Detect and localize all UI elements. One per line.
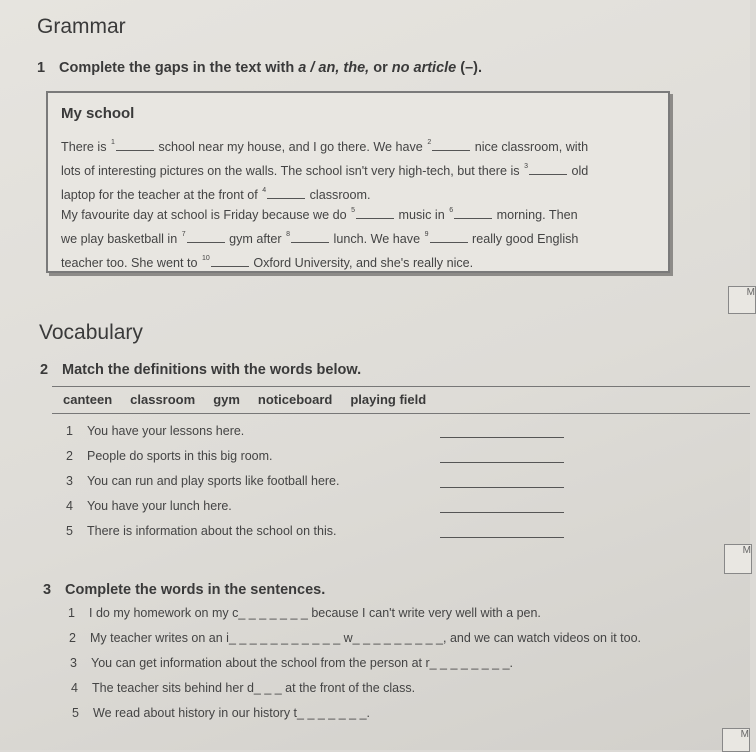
gap-number: 9 (424, 231, 429, 238)
answer-line[interactable] (440, 512, 564, 513)
word-list (63, 387, 444, 413)
item-number: 4 (66, 499, 73, 513)
text-segment: we play basketball in (61, 232, 181, 246)
instruction-text: Match the definitions with the words below. (62, 362, 362, 378)
paragraph-2 (61, 201, 661, 273)
sentence-text[interactable]: My teacher writes on an i_ _ _ _ _ _ _ _ _ _ _ w_ _ _ _ _ _ _ _ _, and we can watch videos on it too. (90, 631, 642, 645)
gap-number: 8 (286, 231, 291, 238)
definition-item (66, 499, 232, 513)
instruction-text: Complete the words in the sentences. (65, 582, 326, 598)
item-text: You have your lunch here. (87, 499, 232, 513)
side-tab (728, 286, 756, 314)
sentence-item (72, 706, 370, 720)
answer-gap[interactable] (454, 207, 492, 219)
text-segment: morning. Then (493, 208, 578, 222)
item-number: 2 (69, 631, 76, 645)
instruction-part: (–). (456, 60, 483, 76)
definition-item (66, 449, 273, 463)
answer-gap[interactable] (116, 139, 154, 151)
text-segment: Oxford University, and she's really nice. (249, 256, 474, 270)
definition-item (66, 474, 339, 488)
sentence-text[interactable]: I do my homework on my c_ _ _ _ _ _ _ because I can't write very well with a pen. (89, 606, 541, 620)
sentence-text[interactable]: You can get information about the school from the person at r_ _ _ _ _ _ _ _. (91, 656, 514, 670)
answer-gap[interactable] (432, 139, 470, 151)
word-bank (52, 386, 750, 414)
gap-number: 5 (351, 207, 356, 214)
text-segment: lunch. We have (330, 232, 424, 246)
gap-number: 10 (202, 255, 210, 262)
answer-gap[interactable] (211, 255, 249, 267)
word-bank-item: gym (213, 392, 240, 407)
word-bank-item: canteen (63, 392, 113, 407)
exercise-2-instruction (40, 362, 361, 378)
instruction-part: a / an, the, (298, 60, 370, 76)
gap-number: 2 (427, 139, 432, 146)
item-text: People do sports in this big room. (87, 449, 273, 463)
instruction-part: Complete the gaps in the text with (59, 60, 299, 76)
gap-number: 6 (449, 207, 454, 214)
word-bank-item: classroom (130, 392, 196, 407)
side-tab (724, 544, 752, 574)
sentence-item (68, 606, 541, 620)
item-number: 3 (70, 656, 77, 670)
side-tab-label: M (742, 545, 751, 556)
gap-number: 1 (111, 139, 115, 146)
answer-gap[interactable] (267, 187, 305, 199)
text-segment: old (567, 164, 589, 178)
answer-gap[interactable] (430, 231, 468, 243)
answer-line[interactable] (440, 487, 564, 488)
side-tab-label: M (746, 287, 755, 298)
sentence-text[interactable]: The teacher sits behind her d_ _ _ at the front of the class. (92, 681, 416, 695)
text-segment: nice classroom, with (471, 140, 589, 154)
answer-gap[interactable] (291, 231, 329, 243)
item-number: 2 (66, 449, 73, 463)
paragraph-1 (61, 133, 661, 205)
word-bank-item: playing field (350, 392, 427, 407)
instruction-part: no article (391, 60, 457, 76)
gap-number: 4 (262, 187, 267, 194)
sentence-item (70, 656, 513, 670)
my-school-text-box (46, 91, 670, 273)
sentence-item (69, 631, 641, 645)
text-segment: There is (61, 140, 110, 154)
sentence-text[interactable]: We read about history in our history t_ _ _ _ _ _ _. (93, 706, 371, 720)
box-title: My school (61, 105, 135, 122)
item-number: 1 (68, 606, 75, 620)
side-tab (722, 728, 750, 752)
item-text: You can run and play sports like football here. (87, 474, 340, 488)
answer-line[interactable] (440, 537, 564, 538)
gap-number: 3 (524, 163, 528, 170)
text-segment: teacher too. She went to (61, 256, 202, 270)
item-text: There is information about the school on this. (87, 524, 337, 538)
sentence-item (71, 681, 415, 695)
item-number: 4 (71, 681, 78, 695)
answer-gap[interactable] (356, 207, 394, 219)
text-segment: classroom. (306, 188, 371, 202)
exercise-number: 3 (43, 582, 52, 598)
item-number: 3 (66, 474, 73, 488)
text-segment: laptop for the teacher at the front of (61, 188, 262, 202)
text-segment: music in (395, 208, 449, 222)
answer-line[interactable] (440, 437, 564, 438)
gap-number: 7 (181, 231, 186, 238)
answer-line[interactable] (440, 462, 564, 463)
word-bank-item: noticeboard (257, 392, 333, 407)
exercise-number: 1 (37, 60, 46, 76)
definition-item (66, 524, 336, 538)
item-text: You have your lessons here. (87, 424, 245, 438)
item-number: 1 (66, 424, 73, 438)
vocabulary-heading: Vocabulary (39, 321, 143, 344)
exercise-3-instruction (43, 582, 325, 598)
answer-gap[interactable] (187, 231, 225, 243)
item-number: 5 (66, 524, 73, 538)
exercise-number: 2 (40, 362, 49, 378)
instruction-part: or (369, 60, 392, 76)
answer-gap[interactable] (529, 163, 567, 175)
text-segment: school near my house, and I go there. We have (154, 140, 427, 154)
side-tab-label: M (740, 729, 749, 740)
grammar-heading: Grammar (37, 15, 126, 38)
text-segment: gym after (225, 232, 286, 246)
exercise-1-instruction (37, 60, 482, 76)
text-segment: lots of interesting pictures on the walls. The school isn't very high-tech, but there is (61, 164, 524, 178)
item-number: 5 (72, 706, 79, 720)
definition-item (66, 424, 244, 438)
text-segment: really good English (468, 232, 579, 246)
text-segment: My favourite day at school is Friday because we do (61, 208, 351, 222)
